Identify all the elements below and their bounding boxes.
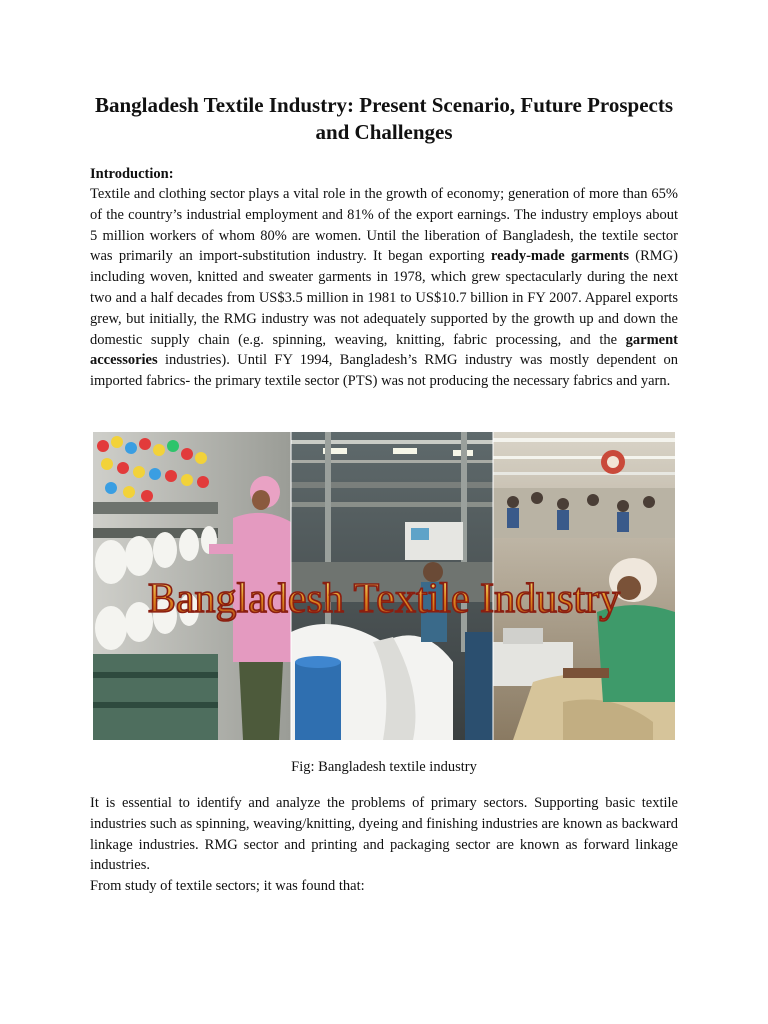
figure-banner-text: Bangladesh Textile Industry [147,576,621,622]
highlight-ready-made-garments: ready-made garments [490,248,629,265]
intro-text-1: Textile and clothing sector plays a vital role in the growth of economy; generation of more than 65% of the country’s industrial employment and 81% of the export earnings. The industry employs about 5 million workers of whom 80% are women. Until the liberation of Bangladesh, the textile sector was primarily an import-substitution industry. It began exporting [90,186,678,265]
intro-paragraph [90,184,678,392]
figure-textile-collage [93,432,675,740]
highlight-garment-accessories: garment accessories [90,331,678,369]
collage-illustration [93,432,675,740]
findings-intro: From study of textile sectors; it was found that: [90,878,365,894]
linkage-paragraph: It is essential to identify and analyze the problems of primary sectors. Supporting basic textile industries such as spinning, weaving/knitting, dyeing and finishing industries are known as backward linkage industries. RMG sector and printing and packaging sector are known as forward linkage industries. [90,795,678,874]
document-title: Bangladesh Textile Industry: Present Scenario, Future Prospects and Challenges [94,93,674,144]
intro-text-2: (RMG) including woven, knitted and sweater garments in 1978, which grew spectacularly during the next two and a half decades from US$3.5 million in 1981 to US$10.7 billion in FY 2007. Apparel exports grew, but initially, the RMG industry was not adequately supported by the growth up and down the domestic supply chain (e.g. spinning, weaving, knitting, fabric processing, and the [90,248,678,348]
section-heading-introduction: Introduction: [90,166,174,182]
intro-text-3: industries). Until FY 1994, Bangladesh’s RMG industry was mostly dependent on imported fabrics- the primary textile sector (PTS) was not producing the necessary fabrics and yarn. [90,352,678,390]
figure-caption: Fig: Bangladesh textile industry [291,759,477,775]
